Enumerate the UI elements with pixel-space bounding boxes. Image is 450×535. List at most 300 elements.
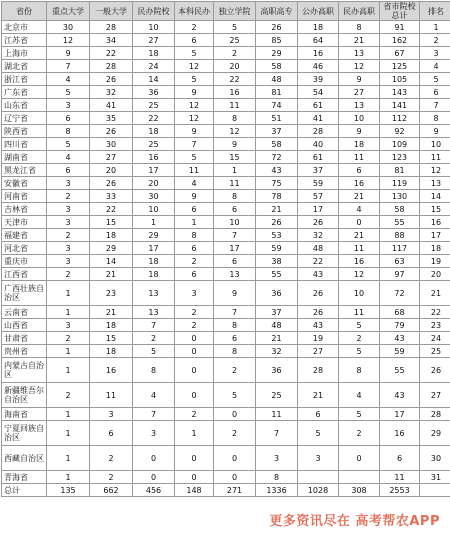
- table-cell: 15: [90, 332, 133, 345]
- table-cell: 6: [175, 34, 214, 47]
- table-cell: 91: [380, 21, 420, 34]
- table-cell: 6: [47, 164, 90, 177]
- table-cell: 30: [420, 446, 450, 471]
- province-name-cell: 四川省: [2, 138, 47, 151]
- table-cell: 61: [298, 151, 339, 164]
- province-name-cell: 江苏省: [2, 34, 47, 47]
- table-cell: 27: [90, 151, 133, 164]
- table-row: [2, 242, 450, 255]
- table-row: [2, 319, 450, 332]
- table-cell: 22: [90, 203, 133, 216]
- table-cell: 6: [90, 421, 133, 446]
- table-cell: 2: [420, 34, 450, 47]
- table-cell: 0: [175, 345, 214, 358]
- table-cell: 1: [47, 281, 90, 306]
- table-cell: 33: [90, 190, 133, 203]
- table-cell: 26: [298, 306, 339, 319]
- table-cell: 125: [380, 60, 420, 73]
- table-cell: 16: [133, 151, 175, 164]
- table-cell: 7: [214, 306, 256, 319]
- table-row: [2, 112, 450, 125]
- table-cell: 28: [298, 125, 339, 138]
- table-cell: 5: [133, 345, 175, 358]
- table-cell: 8: [214, 190, 256, 203]
- table-cell: 37: [256, 125, 298, 138]
- table-cell: 48: [256, 319, 298, 332]
- table-cell: 22: [133, 112, 175, 125]
- table-row: [2, 332, 450, 345]
- table-cell: 24: [420, 332, 450, 345]
- university-count-table: [1, 1, 450, 497]
- table-cell: 123: [380, 151, 420, 164]
- table-cell: 27: [133, 34, 175, 47]
- table-cell: 1: [47, 408, 90, 421]
- table-cell: 11: [339, 242, 380, 255]
- table-cell: 29: [420, 421, 450, 446]
- table-cell: 2: [175, 255, 214, 268]
- table-cell: 6: [380, 446, 420, 471]
- table-cell: 85: [256, 34, 298, 47]
- table-cell: 9: [339, 125, 380, 138]
- province-name-cell: 海南省: [2, 408, 47, 421]
- province-name-cell: 云南省: [2, 306, 47, 319]
- table-cell: 51: [256, 112, 298, 125]
- table-cell: 27: [339, 86, 380, 99]
- table-cell: 8: [214, 319, 256, 332]
- table-cell: 2: [133, 332, 175, 345]
- table-cell: 117: [380, 242, 420, 255]
- table-cell: 14: [133, 73, 175, 86]
- table-cell: [298, 471, 339, 484]
- table-cell: 3: [47, 319, 90, 332]
- table-cell: 9: [175, 86, 214, 99]
- province-name-cell: 辽宁省: [2, 112, 47, 125]
- province-name-cell: 内蒙古自治区: [2, 358, 47, 383]
- table-row: [2, 21, 450, 34]
- table-cell: 18: [298, 21, 339, 34]
- table-cell: 12: [214, 125, 256, 138]
- table-cell: 78: [256, 190, 298, 203]
- column-header: 一般大学: [90, 2, 133, 21]
- table-row: [2, 345, 450, 358]
- table-cell: 5: [420, 73, 450, 86]
- table-cell: 2: [90, 471, 133, 484]
- table-cell: 6: [175, 268, 214, 281]
- table-cell: 17: [133, 242, 175, 255]
- table-cell: 8: [47, 125, 90, 138]
- table-cell: 23: [420, 319, 450, 332]
- table-cell: 1336: [256, 484, 298, 497]
- table-cell: 21: [339, 34, 380, 47]
- table-cell: 25: [256, 383, 298, 408]
- column-header: 高职高专: [256, 2, 298, 21]
- table-cell: 17: [420, 229, 450, 242]
- table-cell: 1: [175, 216, 214, 229]
- table-cell: 0: [214, 471, 256, 484]
- table-cell: 4: [47, 73, 90, 86]
- table-row: [2, 60, 450, 73]
- table-cell: 55: [256, 268, 298, 281]
- table-cell: 92: [380, 125, 420, 138]
- table-cell: 4: [420, 60, 450, 73]
- table-cell: 21: [256, 203, 298, 216]
- table-cell: 9: [175, 190, 214, 203]
- table-cell: 0: [339, 446, 380, 471]
- table-cell: 6: [339, 164, 380, 177]
- table-cell: 11: [380, 471, 420, 484]
- table-row: [2, 446, 450, 471]
- column-header: 重点大学: [47, 2, 90, 21]
- table-cell: 5: [175, 47, 214, 60]
- column-header: 排名: [420, 2, 450, 21]
- table-cell: 35: [90, 112, 133, 125]
- table-cell: 41: [298, 112, 339, 125]
- table-cell: 8: [214, 112, 256, 125]
- table-cell: 109: [380, 138, 420, 151]
- table-cell: 17: [214, 242, 256, 255]
- table-cell: 148: [175, 484, 214, 497]
- table-cell: 17: [380, 408, 420, 421]
- table-cell: 21: [298, 383, 339, 408]
- table-cell: 10: [133, 21, 175, 34]
- table-cell: 79: [380, 319, 420, 332]
- province-name-cell: 西藏自治区: [2, 446, 47, 471]
- table-row: [2, 99, 450, 112]
- table-cell: 10: [214, 216, 256, 229]
- table-cell: 20: [133, 177, 175, 190]
- table-cell: 2553: [380, 484, 420, 497]
- table-cell: 6: [214, 203, 256, 216]
- table-cell: 456: [133, 484, 175, 497]
- table-cell: 8: [256, 471, 298, 484]
- table-cell: 16: [339, 177, 380, 190]
- table-cell: 13: [214, 268, 256, 281]
- table-cell: 112: [380, 112, 420, 125]
- table-cell: 3: [133, 421, 175, 446]
- table-cell: 12: [175, 99, 214, 112]
- table-cell: 55: [380, 358, 420, 383]
- table-cell: 13: [133, 281, 175, 306]
- column-header: 民办院校: [133, 2, 175, 21]
- table-cell: 28: [90, 60, 133, 73]
- table-cell: 13: [339, 47, 380, 60]
- table-cell: 2: [175, 408, 214, 421]
- province-name-cell: 重庆市: [2, 255, 47, 268]
- table-cell: 19: [420, 255, 450, 268]
- table-cell: 72: [380, 281, 420, 306]
- table-cell: 11: [339, 306, 380, 319]
- province-name-cell: 陕西省: [2, 125, 47, 138]
- table-cell: 22: [214, 73, 256, 86]
- table-cell: 162: [380, 34, 420, 47]
- table-cell: 21: [420, 281, 450, 306]
- table-cell: 10: [339, 281, 380, 306]
- table-cell: 0: [175, 471, 214, 484]
- table-cell: 18: [420, 242, 450, 255]
- table-cell: 8: [420, 112, 450, 125]
- table-cell: 58: [256, 60, 298, 73]
- column-header: 民办高职: [339, 2, 380, 21]
- table-cell: 53: [256, 229, 298, 242]
- province-name-cell: 宁夏回族自治区: [2, 421, 47, 446]
- table-cell: 16: [214, 86, 256, 99]
- table-cell: 0: [175, 383, 214, 408]
- table-cell: 0: [175, 332, 214, 345]
- table-cell: 21: [339, 229, 380, 242]
- table-cell: 14: [420, 190, 450, 203]
- table-cell: 41: [90, 99, 133, 112]
- table-cell: 18: [90, 319, 133, 332]
- table-row: [2, 203, 450, 216]
- table-cell: 2: [90, 446, 133, 471]
- table-cell: 40: [298, 138, 339, 151]
- table-cell: 9: [47, 47, 90, 60]
- table-cell: 58: [380, 203, 420, 216]
- table-cell: 5: [47, 138, 90, 151]
- table-cell: 12: [47, 34, 90, 47]
- table-row: [2, 47, 450, 60]
- table-cell: 9: [339, 73, 380, 86]
- table-cell: 17: [133, 164, 175, 177]
- table-cell: 27: [298, 345, 339, 358]
- table-cell: 26: [90, 125, 133, 138]
- table-cell: 25: [214, 34, 256, 47]
- table-cell: 17: [298, 203, 339, 216]
- table-cell: 3: [47, 255, 90, 268]
- table-cell: 8: [214, 345, 256, 358]
- province-name-cell: 河北省: [2, 242, 47, 255]
- table-row: [2, 151, 450, 164]
- table-cell: 64: [298, 34, 339, 47]
- table-cell: 18: [339, 138, 380, 151]
- table-cell: 16: [339, 255, 380, 268]
- table-cell: 30: [47, 21, 90, 34]
- table-cell: 2: [47, 268, 90, 281]
- table-cell: 5: [339, 345, 380, 358]
- province-name-cell: 黑龙江省: [2, 164, 47, 177]
- table-cell: 2: [339, 332, 380, 345]
- table-cell: 20: [214, 60, 256, 73]
- table-cell: 5: [175, 151, 214, 164]
- table-cell: 3: [47, 99, 90, 112]
- table-cell: 29: [256, 47, 298, 60]
- table-cell: 3: [175, 281, 214, 306]
- table-cell: [339, 471, 380, 484]
- table-cell: 6: [175, 242, 214, 255]
- table-cell: 12: [339, 268, 380, 281]
- table-cell: 15: [90, 216, 133, 229]
- table-cell: 18: [133, 47, 175, 60]
- table-cell: 81: [380, 164, 420, 177]
- table-cell: 6: [214, 332, 256, 345]
- table-cell: 0: [175, 446, 214, 471]
- table-cell: 72: [256, 151, 298, 164]
- table-cell: 1: [47, 471, 90, 484]
- table-row: [2, 471, 450, 484]
- table-cell: 8: [175, 229, 214, 242]
- table-cell: 18: [133, 125, 175, 138]
- table-cell: 8: [339, 358, 380, 383]
- table-cell: 75: [256, 177, 298, 190]
- table-cell: 4: [175, 177, 214, 190]
- table-cell: 2: [47, 229, 90, 242]
- table-cell: 23: [90, 281, 133, 306]
- table-cell: 662: [90, 484, 133, 497]
- table-cell: 2: [175, 319, 214, 332]
- table-cell: 58: [256, 138, 298, 151]
- province-name-cell: 广西壮族自治区: [2, 281, 47, 306]
- table-cell: 7: [420, 99, 450, 112]
- table-cell: 81: [256, 86, 298, 99]
- table-cell: 43: [380, 383, 420, 408]
- table-cell: 12: [339, 60, 380, 73]
- table-cell: 24: [133, 60, 175, 73]
- table-cell: 28: [90, 21, 133, 34]
- table-cell: 7: [133, 319, 175, 332]
- table-cell: 55: [380, 216, 420, 229]
- table-cell: 11: [90, 383, 133, 408]
- table-row: [2, 177, 450, 190]
- table-row: [2, 73, 450, 86]
- table-cell: 68: [380, 306, 420, 319]
- table-cell: 10: [339, 112, 380, 125]
- province-name-cell: 甘肃省: [2, 332, 47, 345]
- table-cell: 22: [90, 47, 133, 60]
- table-row: [2, 216, 450, 229]
- table-cell: 97: [380, 268, 420, 281]
- table-cell: 36: [256, 281, 298, 306]
- table-cell: 7: [133, 408, 175, 421]
- table-cell: 57: [298, 190, 339, 203]
- table-cell: 67: [380, 47, 420, 60]
- table-cell: 21: [90, 268, 133, 281]
- table-body: [2, 21, 450, 497]
- table-row: [2, 86, 450, 99]
- table-cell: 9: [420, 125, 450, 138]
- table-cell: 16: [380, 421, 420, 446]
- province-name-cell: 山西省: [2, 319, 47, 332]
- table-cell: 36: [256, 358, 298, 383]
- table-cell: 135: [47, 484, 90, 497]
- table-row: [2, 255, 450, 268]
- table-cell: 12: [175, 112, 214, 125]
- table-row: [2, 421, 450, 446]
- table-cell: 26: [420, 358, 450, 383]
- column-header: 省市院校总计: [380, 2, 420, 21]
- table-cell: 43: [380, 332, 420, 345]
- table-cell: 6: [175, 203, 214, 216]
- table-cell: 9: [175, 125, 214, 138]
- table-header: [2, 2, 450, 21]
- table-cell: 16: [420, 216, 450, 229]
- province-name-cell: 河南省: [2, 190, 47, 203]
- table-cell: 32: [256, 345, 298, 358]
- table-cell: 143: [380, 86, 420, 99]
- table-cell: 27: [420, 383, 450, 408]
- table-cell: 5: [214, 21, 256, 34]
- table-row: [2, 229, 450, 242]
- table-cell: 105: [380, 73, 420, 86]
- column-header: 省份: [2, 2, 47, 21]
- table-cell: 43: [298, 268, 339, 281]
- table-cell: 11: [214, 99, 256, 112]
- table-cell: 7: [175, 138, 214, 151]
- table-cell: 11: [214, 177, 256, 190]
- table-cell: 12: [420, 164, 450, 177]
- table-cell: 10: [133, 203, 175, 216]
- province-name-cell: 山东省: [2, 99, 47, 112]
- table-cell: 48: [298, 242, 339, 255]
- table-cell: 308: [339, 484, 380, 497]
- table-cell: 4: [47, 151, 90, 164]
- table-cell: 7: [256, 421, 298, 446]
- column-header: 公办高职: [298, 2, 339, 21]
- province-name-cell: 浙江省: [2, 73, 47, 86]
- table-cell: 2: [47, 190, 90, 203]
- province-name-cell: 广东省: [2, 86, 47, 99]
- table-cell: 39: [298, 73, 339, 86]
- table-cell: 271: [214, 484, 256, 497]
- table-cell: 11: [256, 408, 298, 421]
- table-cell: 3: [47, 216, 90, 229]
- table-cell: 61: [298, 99, 339, 112]
- table-cell: 18: [133, 268, 175, 281]
- watermark-text: 更多资讯尽在 高考帮农APP: [269, 514, 440, 529]
- province-name-cell: 天津市: [2, 216, 47, 229]
- table-cell: 34: [90, 34, 133, 47]
- province-name-cell: 湖北省: [2, 60, 47, 73]
- table-cell: 5: [175, 73, 214, 86]
- table-cell: 32: [298, 229, 339, 242]
- table-cell: 22: [298, 255, 339, 268]
- table-cell: 141: [380, 99, 420, 112]
- table-cell: 18: [90, 229, 133, 242]
- table-cell: 74: [256, 99, 298, 112]
- table-cell: 119: [380, 177, 420, 190]
- table-cell: 2: [214, 47, 256, 60]
- table-cell: 10: [420, 138, 450, 151]
- table-cell: 15: [214, 151, 256, 164]
- column-header: 本科民办: [175, 2, 214, 21]
- table-cell: 14: [90, 255, 133, 268]
- table-cell: 1: [214, 164, 256, 177]
- table-cell: 29: [133, 229, 175, 242]
- table-cell: 31: [420, 471, 450, 484]
- table-cell: 59: [256, 242, 298, 255]
- table-cell: 0: [133, 471, 175, 484]
- table-cell: 12: [175, 60, 214, 73]
- table-cell: 13: [420, 177, 450, 190]
- table-cell: 0: [133, 446, 175, 471]
- province-name-cell: 湖南省: [2, 151, 47, 164]
- table-cell: 5: [47, 86, 90, 99]
- table-cell: 28: [298, 358, 339, 383]
- table-cell: 6: [214, 255, 256, 268]
- table-cell: 59: [380, 345, 420, 358]
- table-cell: 0: [339, 216, 380, 229]
- table-cell: 26: [298, 216, 339, 229]
- table-cell: 130: [380, 190, 420, 203]
- table-cell: 11: [420, 151, 450, 164]
- province-name-cell: 总计: [2, 484, 47, 497]
- province-name-cell: 北京市: [2, 21, 47, 34]
- table-cell: 15: [420, 203, 450, 216]
- table-cell: 25: [420, 345, 450, 358]
- table-cell: 0: [175, 358, 214, 383]
- table-cell: 26: [90, 73, 133, 86]
- table-cell: 11: [175, 164, 214, 177]
- table-cell: 7: [214, 229, 256, 242]
